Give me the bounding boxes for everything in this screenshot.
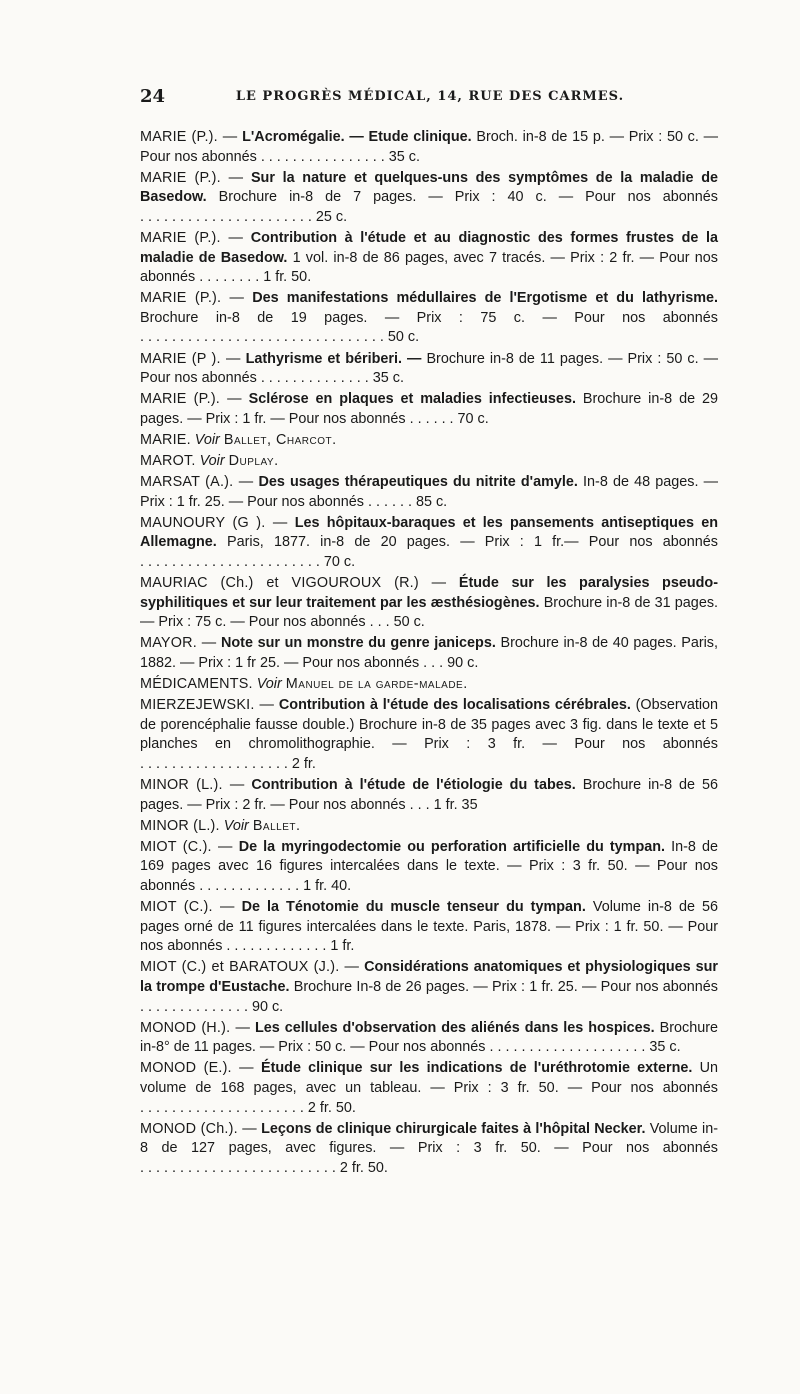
entry-cross-reference: Ballet, Charcot. [223, 431, 337, 448]
entry-cross-reference: Ballet. [252, 817, 301, 834]
entry-details: Brochure in-8 de 31 pages. — Prix : 75 c. — Pour nos abonnés [140, 594, 719, 631]
entry-details: Volume in-8 de 56 pages orné de 11 figures intercalées dans le texte. Paris, 1878. — Prix : 1 fr. 50. — Pour nos abonnés [140, 899, 718, 955]
entry-price: . . . . . . . . . . . . . . . . . . . . . . . . . 2 fr. 50. [140, 1159, 388, 1176]
entry-price: . . . . . . . . . . . . . 1 fr. 40. [199, 877, 352, 894]
entry-price: . . . . . . . . . . . . . . 35 c. [260, 370, 404, 387]
catalog-entry [140, 776, 718, 815]
catalog-entry [140, 675, 718, 695]
entry-price: . . . . . . . . . . . . . 1 fr. [226, 938, 355, 955]
entry-title: Étude sur les paralysies pseudo-syphilitiques et sur leur traitement par les æsthésiogènes. [140, 575, 719, 611]
entry-title: Étude clinique sur les indications de l'uréthrotomie externe. [260, 1060, 693, 1077]
entry-author: MINOR (L.). — [140, 777, 245, 793]
entry-author: MAROT. [140, 453, 196, 469]
entry-author: MAURIAC (Ch.) et VIGOUROUX (R.) — [140, 575, 447, 592]
entry-details: In-8 de 169 pages avec 16 figures intercalées dans le texte. — Prix : 3 fr. 50. — Pour nos abonnés [140, 838, 718, 894]
running-title: LE PROGRÈS MÉDICAL, 14, RUE DES CARMES. [235, 89, 625, 104]
catalog-entry [140, 229, 718, 288]
entry-author: MARIE (P.). — [140, 229, 244, 246]
entry-title: Des usages thérapeutiques du nitrite d'amyle. [258, 474, 578, 491]
entry-title: Note sur un monstre du genre janiceps. [220, 635, 496, 652]
entry-details: Brochure in-8 de 29 pages. — Prix : 1 fr. — Pour nos abonnés [140, 391, 719, 427]
entry-price: . . . . . . . . . . . . . . . . . . . 2 fr. [140, 755, 316, 772]
entry-price: . . . . . . 85 c. [367, 493, 448, 510]
entry-author: MÉDICAMENTS. [140, 676, 253, 693]
entry-author: MARIE (P.). — [140, 290, 245, 307]
entry-price: . . . . . . . . . . . . . . . . . . . . . . . 70 c. [140, 553, 356, 570]
catalog-entry [140, 1120, 718, 1179]
entry-details: (Observation de porencéphalie fausse double.) Brochure in-8 de 35 pages avec 3 fig. dans le texte et 5 planches en chromolithographie. — Prix : 3 fr. — Pour nos abonnés [140, 697, 719, 753]
entry-price: . . . . . . . . . . . . . . . . . . . . 35 c. [489, 1039, 681, 1056]
entry-author: MONOD (E.). — [140, 1060, 254, 1077]
catalog-entries [140, 128, 718, 1180]
entry-author: MINOR (L.). [140, 817, 220, 834]
catalog-entry [140, 169, 718, 228]
entry-title: Considérations anatomiques et physiologiques sur la trompe d'Eustache. [140, 959, 719, 995]
entry-details: Brochure in-8 de 40 pages. Paris, 1882. — Prix : 1 fr 25. — Pour nos abonnés [140, 635, 719, 671]
entry-author: MIOT (C.) et BARATOUX (J.). — [140, 959, 360, 976]
catalog-entry [140, 1059, 718, 1118]
entry-price: . . . . . . . . 1 fr. 50. [199, 269, 312, 286]
entry-author: MONOD (Ch.). — [140, 1120, 257, 1137]
catalog-entry [140, 431, 718, 451]
entry-author: MIOT (C.). — [140, 838, 233, 855]
entry-details: Un volume de 168 pages, avec un tableau. — Prix : 3 fr. 50. — Pour nos abonnés [140, 1060, 718, 1096]
entry-details: Volume in-8 de 127 pages, avec figures. — Prix : 3 fr. 50. — Pour nos abonnés [140, 1120, 719, 1157]
entry-cross-reference: Duplay. [228, 453, 279, 469]
catalog-entry [140, 350, 718, 389]
entry-author: MARIE (P.). — [140, 129, 238, 145]
entry-price: . . . . . . 70 c. [409, 410, 489, 427]
entry-details: Paris, 1877. in-8 de 20 pages. — Prix : 1 fr.— Pour nos abonnés [226, 534, 718, 551]
catalog-entry [140, 817, 718, 837]
entry-title: L'Acromégalie. — Etude clinique. [242, 129, 472, 145]
catalog-entry [140, 128, 718, 167]
entry-author: MARIE. [140, 431, 191, 448]
entry-details: Brochure In-8 de 26 pages. — Prix : 1 fr. 25. — Pour nos abonnés [293, 978, 718, 995]
catalog-entry [140, 958, 718, 1017]
entry-cross-reference: Manuel de la garde-malade. [285, 676, 468, 693]
entry-price: . . . 1 fr. 35 [409, 796, 478, 813]
catalog-entry [140, 838, 718, 897]
catalog-entry [140, 574, 718, 633]
entry-see-label: Voir [223, 817, 249, 834]
entry-see-label: Voir [256, 676, 282, 693]
entry-see-label: Voir [194, 431, 220, 448]
entry-details: Brochure in-8 de 7 pages. — Prix : 40 c. — Pour nos abonnés [218, 189, 718, 206]
catalog-entry [140, 390, 718, 429]
catalog-entry [140, 1019, 718, 1058]
entry-author: MARIE (P.). — [140, 169, 244, 186]
entry-author: MARIE (P ). — [140, 350, 241, 367]
entry-author: MAUNOURY (G ). — [140, 514, 288, 531]
entry-price: . . . 90 c. [423, 654, 479, 671]
entry-details: In-8 de 48 pages. — Prix : 1 fr. 25. — Pour nos abonnés [140, 474, 719, 510]
entry-author: MARSAT (A.). — [140, 474, 254, 491]
entry-author: MIERZEJEWSKI. — [140, 697, 275, 714]
entry-price: . . . . . . . . . . . . . . 90 c. [140, 998, 284, 1015]
catalog-entry [140, 514, 718, 573]
catalog-entry [140, 473, 718, 512]
entry-title: Contribution à l'étude des localisations cérébrales. [278, 697, 631, 714]
entry-price: . . . . . . . . . . . . . . . . 35 c. [260, 148, 420, 165]
entry-price: . . . 50 c. [369, 614, 425, 631]
entry-title: Contribution à l'étude et au diagnostic des formes frustes de la maladie de Basedow. [140, 229, 719, 266]
entry-title: De la myringodectomie ou perforation artificielle du tympan. [238, 838, 666, 855]
entry-details: Brochure in-8 de 56 pages. — Prix : 2 fr. — Pour nos abonnés [140, 777, 718, 813]
entry-price: . . . . . . . . . . . . . . . . . . . . . . . . . . . . . . . 50 c. [140, 329, 420, 346]
entry-title: Les hôpitaux-baraques et les pansements antiseptiques en Allemagne. [140, 514, 718, 551]
entry-details: 1 vol. in-8 de 86 pages, avec 7 tracés. — Prix : 2 fr. — Pour nos abonnés [140, 249, 718, 286]
catalog-entry [140, 289, 718, 348]
catalog-entry [140, 696, 718, 774]
entry-author: MARIE (P.). — [140, 391, 242, 408]
entry-price: . . . . . . . . . . . . . . . . . . . . . 2 fr. 50. [140, 1099, 356, 1116]
page-number: 24 [140, 86, 166, 107]
entry-title: Sur la nature et quelques-uns des symptômes de la maladie de Basedow. [140, 169, 718, 206]
entry-title: De la Ténotomie du muscle tenseur du tympan. [241, 899, 586, 916]
entry-details: Brochure in-8 de 11 pages. — Prix : 50 c. — Pour nos abonnés [140, 350, 718, 387]
entry-author: MONOD (H.). — [140, 1019, 251, 1036]
entry-title: Leçons de clinique chirurgicale faites à l'hôpital Necker. [261, 1120, 646, 1137]
entry-author: MIOT (C.). — [140, 899, 235, 916]
entry-title: Les cellules d'observation des aliénés dans les hospices. [255, 1019, 655, 1036]
entry-title: Sclérose en plaques et maladies infectieuses. [248, 391, 576, 408]
entry-see-label: Voir [199, 453, 225, 469]
catalog-entry [140, 634, 718, 673]
entry-details: Brochure in-8° de 11 pages. — Prix : 50 c. — Pour nos abonnés [140, 1019, 719, 1056]
entry-details: Broch. in-8 de 15 p. — Prix : 50 c. — Pour nos abonnés [140, 129, 718, 165]
entry-details: Brochure in-8 de 19 pages. — Prix : 75 c. — Pour nos abonnés [140, 309, 718, 326]
entry-title: Contribution à l'étude de l'étiologie du tabes. [251, 777, 576, 793]
entry-price: . . . . . . . . . . . . . . . . . . . . . . 25 c. [140, 208, 348, 225]
catalog-entry [140, 898, 718, 957]
catalog-entry [140, 452, 718, 472]
entry-title: Lathyrisme et bériberi. — [245, 350, 422, 367]
entry-author: MAYOR. — [140, 635, 217, 652]
page-header [140, 86, 720, 112]
entry-title: Des manifestations médullaires de l'Ergotisme et du lathyrisme. [252, 290, 718, 307]
